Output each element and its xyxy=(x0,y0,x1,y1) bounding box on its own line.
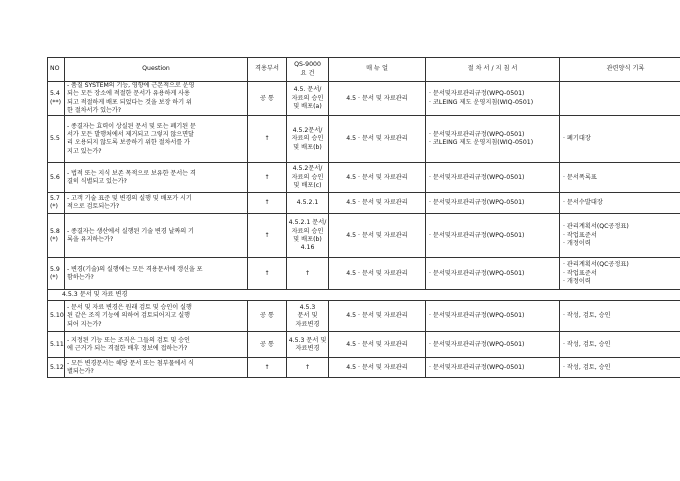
question-cell: - 품질 SYSTEM의 기능, 영향에 근본적으로 운영 되는 모든 장소에 적절한 문서가 유용하게 사용 되고 적절하게 배포 되었다는 것을 보장 하기 위 한 절차서가 있는가? xyxy=(65,82,248,116)
section-title: 4.5.3 문서 및 자료 변경 xyxy=(48,290,680,301)
header-forms: 관련양식 기록 xyxy=(560,58,680,82)
checklist-table xyxy=(47,57,680,378)
procedure-cell: · 문서및자료관리규정(WPQ-0501) · 코LEING 제도 운영지침(WIQ-0501) xyxy=(426,116,560,163)
forms-cell: · 작성, 검토, 승인 xyxy=(560,301,680,332)
procedure-cell: · 문서및자료관리규정(WPQ-0501) xyxy=(426,163,560,193)
procedure-cell: · 문서및자료관리규정(WPQ-0501) xyxy=(426,332,560,358)
qs-cell: 4.5.3 문서 및 자료변경 xyxy=(287,332,329,358)
table-row xyxy=(48,358,680,378)
question-cell: - 종결자는 효력이 상실된 문서 및 또는 폐기된 문 서가 모든 발행처에서 제거되고 그렇지 않으면달 리 오용되지 않도록 보증하기 위한 절차서를 가 지고 있는가? xyxy=(65,116,248,163)
table-row xyxy=(48,163,680,193)
manual-cell: 4.5 · 문서 및 자료관리 xyxy=(329,193,426,214)
question-cell: - 고객 기술 표준 및 변경의 실행 및 배포가 시기 적으로 검토되는가? xyxy=(65,193,248,214)
table-row xyxy=(48,116,680,163)
procedure-cell: · 문서및자료관리규정(WPQ-0501) xyxy=(426,358,560,378)
dept-cell: ↑ xyxy=(248,358,287,378)
table-row xyxy=(48,301,680,332)
manual-cell: 4.5 · 문서 및 자료관리 xyxy=(329,358,426,378)
manual-cell: 4.5 · 문서 및 자료관리 xyxy=(329,258,426,290)
qs-cell: 4.5.2문서/ 자료의 승인 및 배포(c) xyxy=(287,163,329,193)
no-cell: 5.4 (**) xyxy=(48,82,65,116)
table-row xyxy=(48,332,680,358)
qs-cell: 4.5.2.1 xyxy=(287,193,329,214)
no-cell: 5.12 xyxy=(48,358,65,378)
manual-cell: 4.5 · 문서 및 자료관리 xyxy=(329,332,426,358)
dept-cell: ↑ xyxy=(248,163,287,193)
no-cell: 5.8 (*) xyxy=(48,214,65,258)
table-row xyxy=(48,258,680,290)
manual-cell: 4.5 · 문서 및 자료관리 xyxy=(329,301,426,332)
question-cell: - 지정된 기능 또는 조직은 그들의 검토 및 승인 에 근거가 되는 격절한 배후 정보에 접하는가? xyxy=(65,332,248,358)
qs-cell: 4.5.2문서/ 자료의 승인 및 배포(b) xyxy=(287,116,329,163)
document-page xyxy=(47,57,680,378)
dept-cell: 공 통 xyxy=(248,82,287,116)
no-cell: 5.5 xyxy=(48,116,65,163)
header-qs: QS-9000 요 건 xyxy=(287,58,329,82)
no-cell: 5.11 xyxy=(48,332,65,358)
procedure-cell: · 문서및자료관리규정(WPQ-0501) xyxy=(426,214,560,258)
question-cell: - 종결자는 생산에서 실행된 기술 변경 날짜의 기 록을 유지하는가? xyxy=(65,214,248,258)
procedure-cell: · 문서및자료관리규정(WPQ-0501) xyxy=(426,301,560,332)
dept-cell: ↑ xyxy=(248,193,287,214)
no-cell: 5.7 (*) xyxy=(48,193,65,214)
procedure-cell: · 문서및자료관리규정(WPQ-0501) xyxy=(426,193,560,214)
qs-cell: 4.5. 문서/ 자료의 승인 및 배포(a) xyxy=(287,82,329,116)
header-no: NO xyxy=(48,58,65,82)
dept-cell: ↑ xyxy=(248,116,287,163)
qs-cell: 4.5.3 문서 및 자료변경 xyxy=(287,301,329,332)
question-cell: - 모든 변경문서는 해당 문서 또는 첨부물에서 식 별되는가? xyxy=(65,358,248,378)
procedure-cell: · 문서및자료관리규정(WPQ-0501) xyxy=(426,258,560,290)
table-body xyxy=(48,82,680,378)
forms-cell: · 문서폭록표 xyxy=(560,163,680,193)
header-manual: 매 뉴 얼 xyxy=(329,58,426,82)
manual-cell: 4.5 · 문서 및 자료관리 xyxy=(329,163,426,193)
forms-cell: · 작성, 검토, 승인 xyxy=(560,332,680,358)
header-dept: 격용부서 xyxy=(248,58,287,82)
forms-cell: · 폐기대장 xyxy=(560,116,680,163)
question-cell: - 변경(기술)의 실행에는 모든 격용문서에 갱신을 포 함하는가? xyxy=(65,258,248,290)
forms-cell: · 관리계획서(QC공정표) · 작업표준서 · 개정이력 xyxy=(560,214,680,258)
procedure-cell: · 문서및자료관리규정(WPQ-0501) · 코LEING 제도 운영지침(WIQ-0501) xyxy=(426,82,560,116)
no-cell: 5.9 (*) xyxy=(48,258,65,290)
table-row xyxy=(48,193,680,214)
manual-cell: 4.5 · 문서 및 자료관리 xyxy=(329,116,426,163)
table-row xyxy=(48,82,680,116)
dept-cell: 공 통 xyxy=(248,332,287,358)
no-cell: 5.6 xyxy=(48,163,65,193)
header-procedure: 절 차 서 / 지 침 서 xyxy=(426,58,560,82)
dept-cell: 공 통 xyxy=(248,301,287,332)
header-row xyxy=(48,58,680,82)
dept-cell: ↑ xyxy=(248,258,287,290)
forms-cell: · 관리계획서(QC공정표) · 작업표준서 · 개정이력 xyxy=(560,258,680,290)
qs-cell: ↑ xyxy=(287,258,329,290)
forms-cell xyxy=(560,82,680,116)
no-cell: 5.10 xyxy=(48,301,65,332)
section-row xyxy=(48,290,680,301)
qs-cell: 4.5.2.1 문서/ 자료의 승인 및 배포(b) 4.16 xyxy=(287,214,329,258)
manual-cell: 4.5 · 문서 및 자료관리 xyxy=(329,214,426,258)
dept-cell: ↑ xyxy=(248,214,287,258)
qs-cell: ↑ xyxy=(287,358,329,378)
forms-cell: · 문서수발대장 xyxy=(560,193,680,214)
header-question: Question xyxy=(65,58,248,82)
question-cell: - 문서 및 자료 변경은 원래 검토 및 승인이 실행 된 같은 조직 기능에 의하여 검토되어지고 실행 되어 지는가? xyxy=(65,301,248,332)
forms-cell: · 작성, 검토, 승인 xyxy=(560,358,680,378)
table-row xyxy=(48,214,680,258)
manual-cell: 4.5 · 문서 및 자료관리 xyxy=(329,82,426,116)
question-cell: - 법적 또는 지식 보존 목적으로 보유한 문서는 격 결히 식별되고 있는가? xyxy=(65,163,248,193)
